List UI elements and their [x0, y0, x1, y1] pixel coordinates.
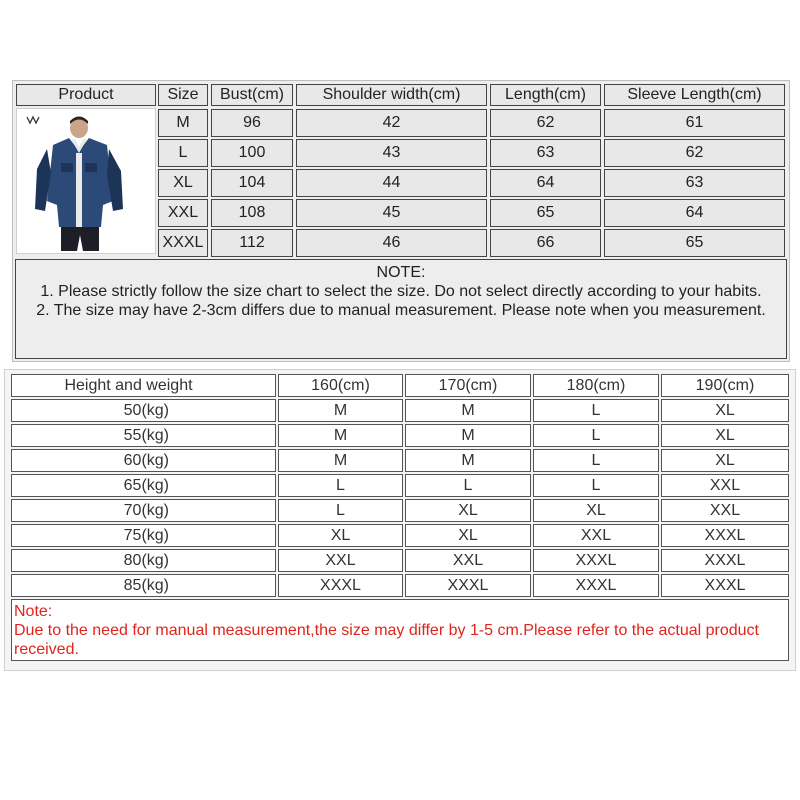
recommended-size-cell: L: [405, 474, 531, 497]
weight-label: 70(kg): [11, 499, 276, 522]
note-title: NOTE:: [376, 264, 426, 281]
recommended-size-cell: M: [405, 399, 531, 422]
recommended-size-cell: M: [278, 399, 403, 422]
size-cell-bust: 108: [211, 199, 293, 227]
recommended-size-cell: L: [278, 499, 403, 522]
size-cell-shoulder: 43: [296, 139, 487, 167]
recommended-size-cell: L: [278, 474, 403, 497]
height-weight-chart: [4, 369, 796, 671]
product-image: [16, 108, 156, 254]
size-chart-note: [15, 259, 787, 359]
recommended-size-cell: XXL: [405, 549, 531, 572]
recommended-size-cell: XXL: [278, 549, 403, 572]
measurement-note: [11, 599, 789, 661]
size-cell-bust: 104: [211, 169, 293, 197]
size-cell-length: 65: [490, 199, 601, 227]
size-cell-length: 64: [490, 169, 601, 197]
recommended-size-cell: XXXL: [661, 574, 789, 597]
size-cell-bust: 100: [211, 139, 293, 167]
recommended-size-cell: XL: [661, 449, 789, 472]
recommended-size-cell: XXXL: [278, 574, 403, 597]
header-sleeve-length: Sleeve Length(cm): [604, 84, 785, 106]
size-cell-length: 63: [490, 139, 601, 167]
size-cell-bust: 96: [211, 109, 293, 137]
note-line-2: 2. The size may have 2-3cm differs due to manual measurement. Please note when you measurement.: [36, 302, 766, 319]
header-length: Length(cm): [490, 84, 601, 106]
size-cell-shoulder: 45: [296, 199, 487, 227]
size-cell-size: XXL: [158, 199, 208, 227]
recommended-size-cell: XXXL: [661, 524, 789, 547]
measurement-note-title: Note:: [14, 603, 53, 620]
height-header: 180(cm): [533, 374, 659, 397]
size-cell-bust: 112: [211, 229, 293, 257]
recommended-size-cell: M: [278, 449, 403, 472]
recommended-size-cell: XXXL: [533, 574, 659, 597]
size-cell-size: L: [158, 139, 208, 167]
recommended-size-cell: XXL: [661, 474, 789, 497]
recommended-size-cell: XXXL: [661, 549, 789, 572]
size-cell-shoulder: 44: [296, 169, 487, 197]
height-header: 170(cm): [405, 374, 531, 397]
note-line-1: 1. Please strictly follow the size chart to select the size. Do not select directly according to your habits.: [40, 283, 762, 300]
recommended-size-cell: XL: [278, 524, 403, 547]
size-cell-size: XXXL: [158, 229, 208, 257]
size-cell-size: M: [158, 109, 208, 137]
size-cell-length: 66: [490, 229, 601, 257]
recommended-size-cell: L: [533, 449, 659, 472]
weight-label: 50(kg): [11, 399, 276, 422]
recommended-size-cell: XXXL: [533, 549, 659, 572]
header-product: Product: [16, 84, 156, 106]
height-header: 160(cm): [278, 374, 403, 397]
weight-label: 60(kg): [11, 449, 276, 472]
size-cell-sleeve: 65: [604, 229, 785, 257]
recommended-size-cell: M: [405, 449, 531, 472]
recommended-size-cell: XXXL: [405, 574, 531, 597]
weight-label: 75(kg): [11, 524, 276, 547]
header-size: Size: [158, 84, 208, 106]
recommended-size-cell: L: [533, 474, 659, 497]
size-cell-sleeve: 62: [604, 139, 785, 167]
recommended-size-cell: M: [405, 424, 531, 447]
recommended-size-cell: XL: [405, 499, 531, 522]
height-weight-header: Height and weight: [11, 374, 276, 397]
recommended-size-cell: XXL: [661, 499, 789, 522]
recommended-size-cell: XL: [661, 399, 789, 422]
height-header: 190(cm): [661, 374, 789, 397]
size-cell-length: 62: [490, 109, 601, 137]
size-cell-sleeve: 61: [604, 109, 785, 137]
recommended-size-cell: L: [533, 399, 659, 422]
size-cell-size: XL: [158, 169, 208, 197]
recommended-size-cell: XL: [533, 499, 659, 522]
recommended-size-cell: L: [533, 424, 659, 447]
weight-label: 65(kg): [11, 474, 276, 497]
size-cell-sleeve: 63: [604, 169, 785, 197]
size-chart: [12, 80, 790, 362]
weight-label: 80(kg): [11, 549, 276, 572]
recommended-size-cell: XL: [661, 424, 789, 447]
recommended-size-cell: XL: [405, 524, 531, 547]
denim-jacket-model-icon: [17, 109, 155, 253]
weight-label: 55(kg): [11, 424, 276, 447]
recommended-size-cell: M: [278, 424, 403, 447]
size-cell-shoulder: 46: [296, 229, 487, 257]
weight-label: 85(kg): [11, 574, 276, 597]
header-shoulder-width: Shoulder width(cm): [296, 84, 487, 106]
measurement-note-text: Due to the need for manual measurement,the size may differ by 1-5 cm.Please refer to the actual product received.: [14, 622, 759, 658]
header-bust: Bust(cm): [211, 84, 293, 106]
size-cell-sleeve: 64: [604, 199, 785, 227]
size-cell-shoulder: 42: [296, 109, 487, 137]
recommended-size-cell: XXL: [533, 524, 659, 547]
